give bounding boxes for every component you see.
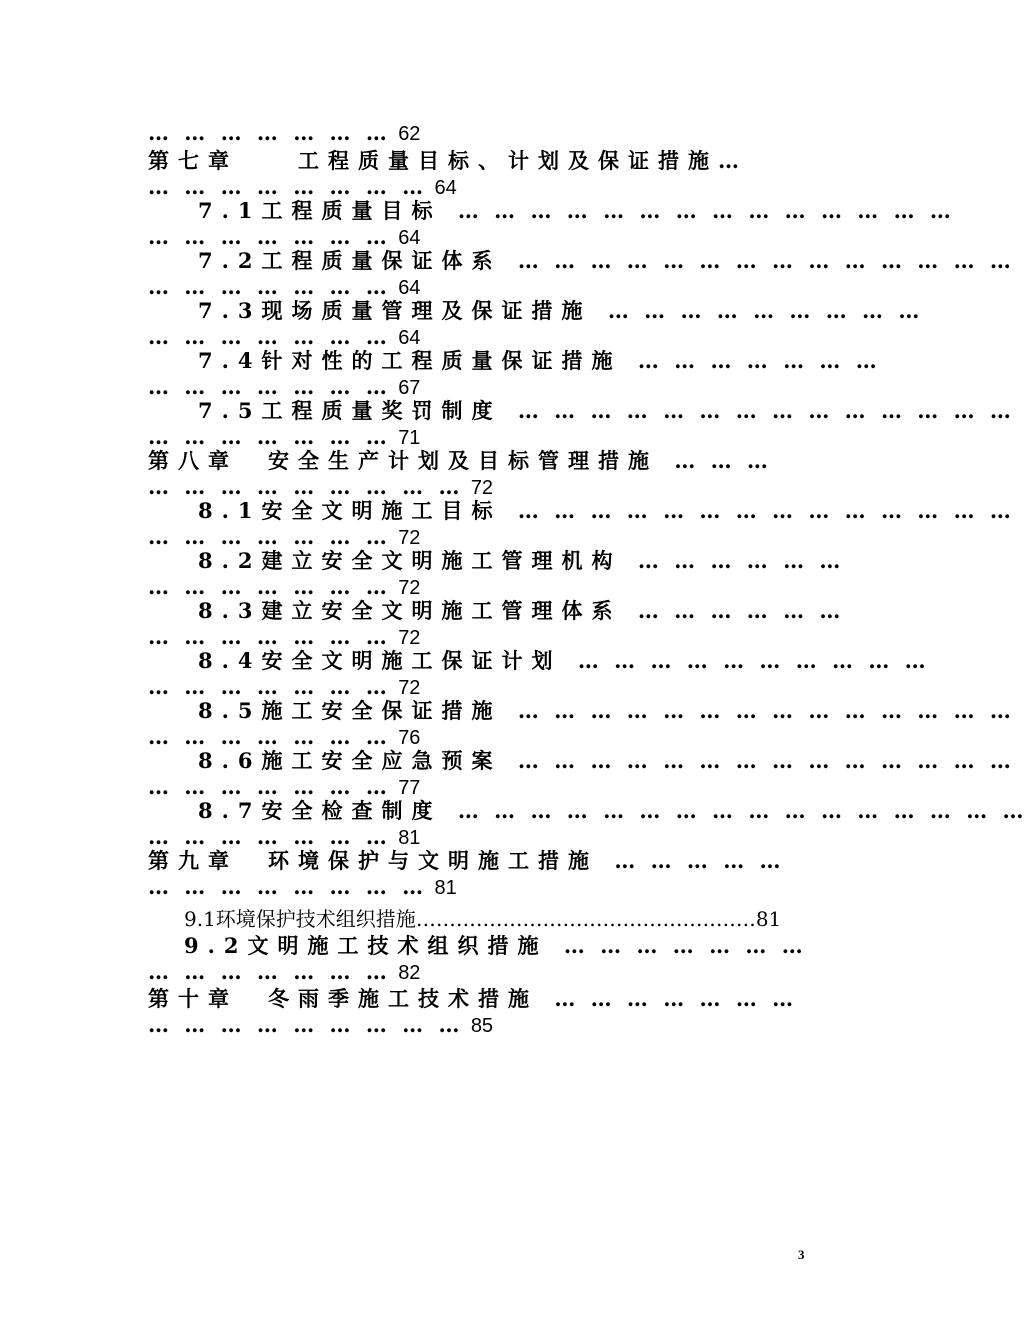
toc-entry-title: 8.6施工安全应急预案 <box>198 748 502 773</box>
toc-leader-dots: … … … … … … … … … … … … … … … … <box>457 798 1028 823</box>
toc-leader-dots: … … … <box>674 448 772 473</box>
toc-page-number: 67 <box>398 377 421 399</box>
toc-leader-dots: … … … … … … … <box>148 374 391 399</box>
toc-leader-dots: … … … … … … … … … … … … … … <box>517 748 1015 773</box>
toc-leader-dots: … … … … … … <box>637 598 845 623</box>
toc-page-number: 64 <box>398 227 421 249</box>
toc-page-number: 81 <box>755 907 782 931</box>
toc-leader-dots: … … … … … … … … … … … … … … <box>517 248 1015 273</box>
toc-chapter-7[interactable] <box>148 148 743 174</box>
toc-leader-dots: … … … … … … … <box>637 348 881 373</box>
toc-page-number: 72 <box>398 677 421 699</box>
toc-leader-dots: … … … … … … … <box>148 574 391 599</box>
toc-leader-dots: … … … … … … … <box>148 959 391 984</box>
toc-leader-dots: … … … … … … … … … <box>607 298 924 323</box>
toc-section-9-2[interactable] <box>184 933 807 959</box>
toc-page-number: 81 <box>398 827 421 849</box>
toc-section-8-5[interactable] <box>198 698 1015 724</box>
toc-entry-title: 8.2建立安全文明施工管理机构 <box>198 548 622 573</box>
toc-entry-title: 8.3建立安全文明施工管理体系 <box>198 598 622 623</box>
toc-leader-dots: … … … … … … … … … <box>148 1012 464 1037</box>
toc-entry-title: 7.1工程质量目标 <box>198 198 442 223</box>
toc-leader-dots: … … … … … … … <box>148 274 391 299</box>
toc-section-8-1[interactable] <box>198 498 1015 524</box>
toc-leader-dots: … … … … … … … <box>148 120 391 145</box>
toc-page-number: 85 <box>470 1015 494 1037</box>
toc-leader-dots: … … … … … … … <box>148 774 391 799</box>
toc-leader-dots: … … … … … … … … … … … … … … <box>517 398 1015 423</box>
toc-continuation-line <box>148 374 420 400</box>
toc-chapter-8[interactable] <box>148 448 772 474</box>
toc-continuation-line <box>148 274 420 300</box>
toc-page-number: 82 <box>398 962 421 984</box>
toc-leader-dots: … … … … … … … <box>148 824 391 849</box>
toc-leader-dots: … … … … … … … … … … … … … … <box>517 498 1015 523</box>
toc-entry-title: 7.2工程质量保证体系 <box>198 248 502 273</box>
toc-continuation-line <box>148 524 420 550</box>
toc-page-number: 76 <box>398 727 421 749</box>
toc-leader-dots: … … … … … <box>614 848 785 873</box>
toc-section-9-1[interactable] <box>184 906 781 932</box>
toc-page-number: 64 <box>398 277 421 299</box>
toc-entry-title: 第七章 工程质量目标、计划及保证措施 <box>148 148 718 173</box>
toc-continuation-line <box>148 324 420 350</box>
toc-entry-title: 第八章 安全生产计划及目标管理措施 <box>148 448 658 473</box>
toc-leader-dots: … … … … … … … <box>148 724 391 749</box>
toc-entry-title: 9.1环境保护技术组织措施 <box>184 907 416 931</box>
toc-leader-dots: … … … … … … … … <box>148 874 428 899</box>
toc-leader-dots: … … … … … … … <box>563 933 807 958</box>
toc-leader-dots: … … … … … … … … … … <box>577 648 930 673</box>
toc-leader-dots: … … … … … … … <box>148 524 391 549</box>
toc-page-number: 64 <box>398 327 421 349</box>
toc-section-8-3[interactable] <box>198 598 844 624</box>
toc-entry-title: 9.2文明施工技术组织措施 <box>184 933 548 958</box>
toc-continuation-line <box>148 424 420 450</box>
toc-leader-dots: … … … … … … … … … <box>148 474 464 499</box>
toc-page-number: 77 <box>398 777 421 799</box>
toc-continuation-line <box>148 824 420 850</box>
toc-section-7-5[interactable] <box>198 398 1015 424</box>
toc-entry-title: 8.1安全文明施工目标 <box>198 498 502 523</box>
toc-section-8-7[interactable] <box>198 798 1028 824</box>
toc-leader-dots: … <box>718 148 743 173</box>
toc-section-8-4[interactable] <box>198 648 930 674</box>
toc-entry-title: 7.5工程质量奖罚制度 <box>198 398 502 423</box>
toc-continuation-line <box>148 474 493 500</box>
toc-continuation-line <box>148 1012 493 1038</box>
toc-continuation-line <box>148 120 420 146</box>
toc-page-number: 72 <box>470 477 494 499</box>
toc-continuation-line <box>148 674 420 700</box>
toc-leader-dots: … … … … … … … … … … … … … … <box>517 698 1015 723</box>
toc-continuation-line <box>148 624 420 650</box>
toc-chapter-9[interactable] <box>148 848 785 874</box>
toc-entry-title: 7.4针对性的工程质量保证措施 <box>198 348 622 373</box>
toc-leader-dots: … … … … … … … <box>554 986 798 1011</box>
toc-continuation-line <box>148 224 420 250</box>
toc-continuation-line <box>148 874 457 900</box>
toc-section-8-2[interactable] <box>198 548 844 574</box>
toc-section-8-6[interactable] <box>198 748 1015 774</box>
toc-leader-dots: … … … … … … … <box>148 224 391 249</box>
toc-leader-dots: … … … … … … … <box>148 424 391 449</box>
toc-entry-title: 第十章 冬雨季施工技术措施 <box>148 986 538 1011</box>
toc-leader-dots: … … … … … … … <box>148 624 391 649</box>
toc-leader-dots: … … … … … … … … … … … … … … <box>457 198 955 223</box>
toc-page-number: 64 <box>434 177 457 199</box>
toc-continuation-line <box>148 724 420 750</box>
toc-page-number: 81 <box>434 877 457 899</box>
page-number: 3 <box>798 1247 805 1262</box>
toc-entry-title: 7.3现场质量管理及保证措施 <box>198 298 592 323</box>
toc-continuation-line <box>148 959 420 985</box>
toc-chapter-10[interactable] <box>148 986 797 1012</box>
toc-leader-dots: … … … … … … … … <box>148 174 428 199</box>
toc-entry-title: 8.7安全检查制度 <box>198 798 442 823</box>
toc-entry-title: 8.4安全文明施工保证计划 <box>198 648 562 673</box>
toc-page-number: 72 <box>398 627 421 649</box>
toc-section-7-4[interactable] <box>198 348 881 374</box>
toc-continuation-line <box>148 574 420 600</box>
toc-leader-dots: … … … … … … … <box>148 674 391 699</box>
toc-section-7-1[interactable] <box>198 198 955 224</box>
toc-leader-dots: … … … … … … <box>637 548 845 573</box>
toc-continuation-line <box>148 774 420 800</box>
toc-leader-dots: … … … … … … … <box>148 324 391 349</box>
toc-entry-title: 8.5施工安全保证措施 <box>198 698 502 723</box>
toc-page-number: 72 <box>398 527 421 549</box>
toc-section-7-3[interactable] <box>198 298 923 324</box>
toc-continuation-line <box>148 174 457 200</box>
toc-section-7-2[interactable] <box>198 248 1015 274</box>
toc-page-number: 71 <box>398 427 421 449</box>
toc-page-number: 62 <box>398 123 421 145</box>
toc-entry-title: 第九章 环境保护与文明施工措施 <box>148 848 598 873</box>
toc-page-number: 72 <box>398 577 421 599</box>
toc-leader-dots: …………………………………………… <box>415 907 756 931</box>
